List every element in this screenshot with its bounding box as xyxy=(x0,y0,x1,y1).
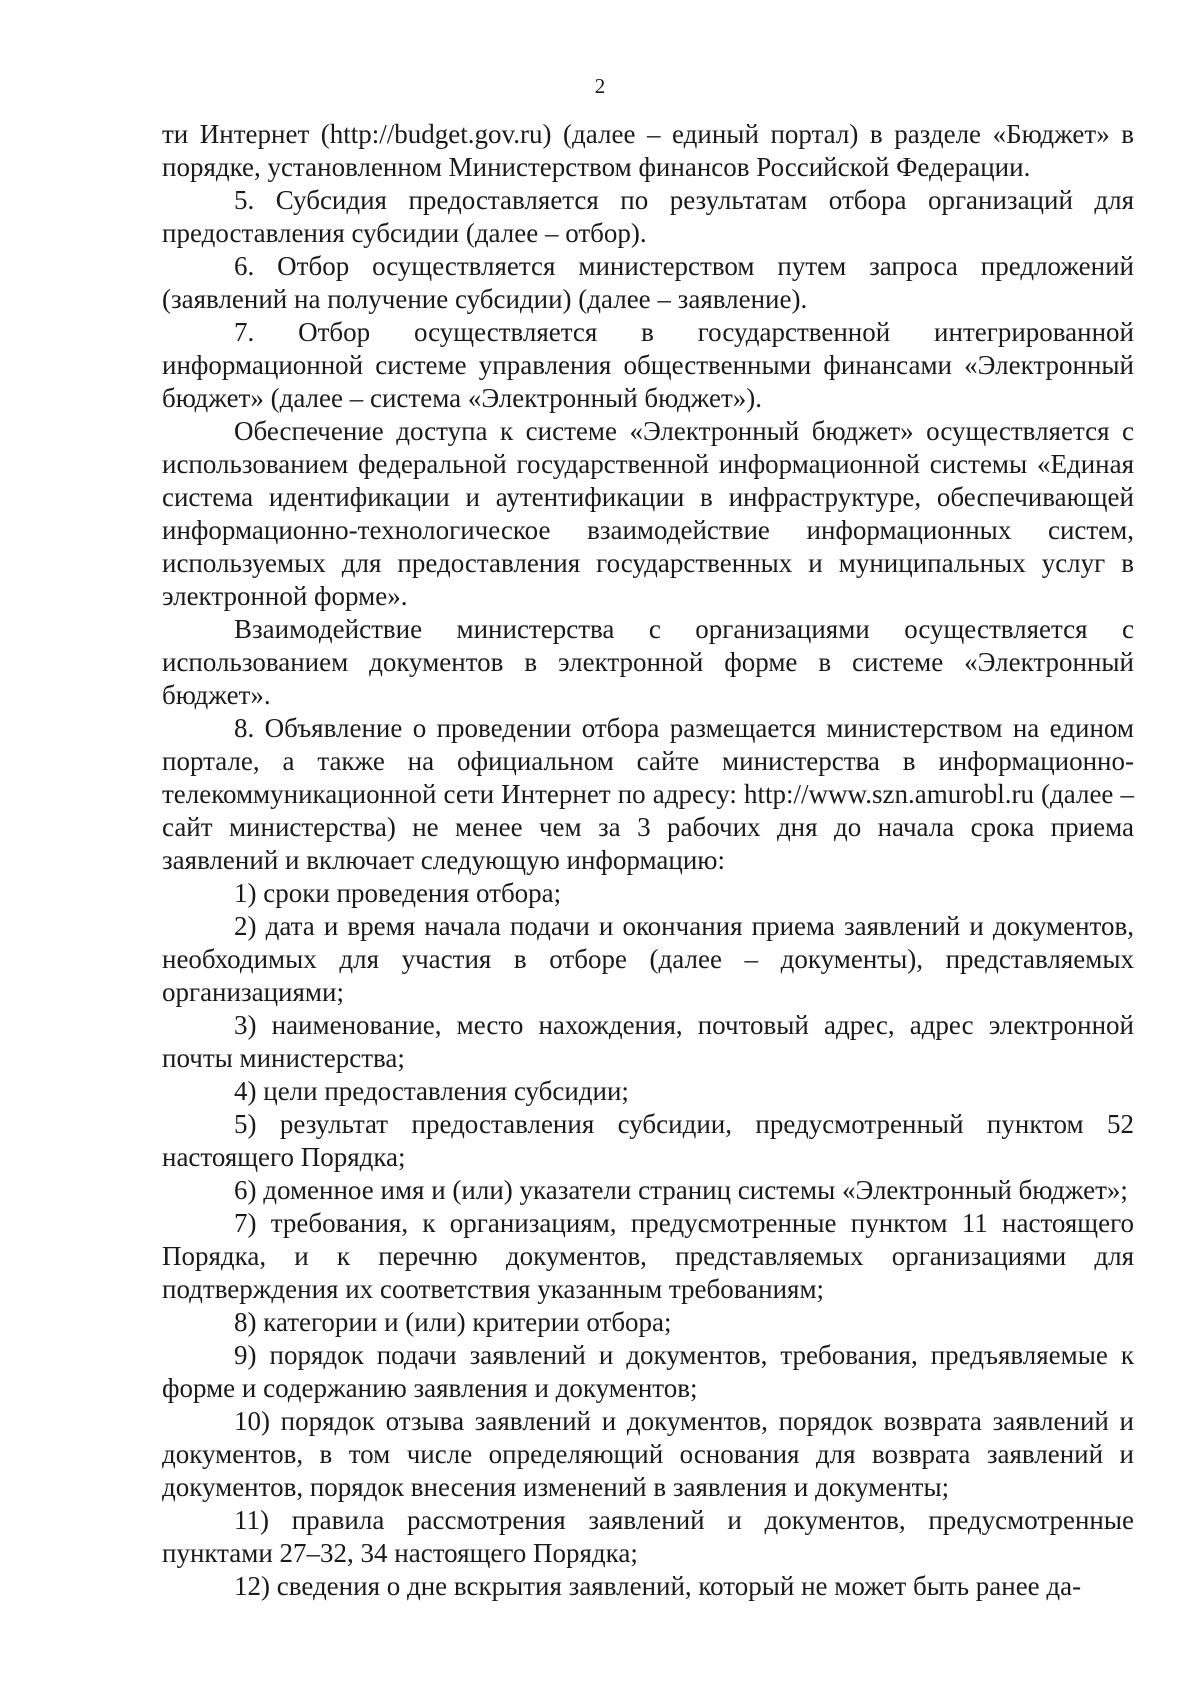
paragraph-item-5: 5. Субсидия предоставляется по результатам отбора организаций для предоставления субсидии (далее – отбор). xyxy=(162,185,1134,248)
paragraph-item-7: 7. Отбор осуществляется в государственной интегрированной информационной системе управления общественными финансами «Электронный бюджет» (далее – система «Электронный бюджет»). xyxy=(162,317,1134,413)
list-item-5: 5) результат предоставления субсидии, предусмотренный пунктом 52 настоящего Порядка; xyxy=(162,1109,1134,1172)
paragraph-access: Обеспечение доступа к системе «Электронный бюджет» осуществляется с использованием федеральной государственной информационной системы «Единая система идентификации и аутентификации в инфраструктуре, обеспечивающей информационно-технологическое взаимодействие информационных систем, используемых для предоставления государственных и муниципальных услуг в электронной форме». xyxy=(162,416,1134,611)
paragraph-item-6: 6. Отбор осуществляется министерством путем запроса предложений (заявлений на получение субсидии) (далее – заявление). xyxy=(162,251,1134,314)
list-item-8: 8) категории и (или) критерии отбора; xyxy=(234,1307,672,1337)
list-item-12: 12) сведения о дне вскрытия заявлений, который не может быть ранее да- xyxy=(234,1571,1082,1601)
paragraph-item-8: 8. Объявление о проведении отбора размещается министерством на едином портале, а также на официальном сайте министерства в информационно-телекоммуникационной сети Интернет по адресу: http://www.szn.amurobl.ru (далее – сайт министерства) не менее чем за 3 рабочих дня до начала срока приема заявлений и включает следующую информацию: xyxy=(162,713,1134,875)
list-item-2: 2) дата и время начала подачи и окончания приема заявлений и документов, необходимых для участия в отборе (далее – документы), представляемых организациями; xyxy=(162,911,1134,1007)
list-item-6: 6) доменное имя и (или) указатели страниц системы «Электронный бюджет»; xyxy=(234,1175,1128,1205)
list-item-1: 1) сроки проведения отбора; xyxy=(234,878,562,908)
list-item-3: 3) наименование, место нахождения, почтовый адрес, адрес электронной почты министерства; xyxy=(162,1010,1134,1073)
document-body xyxy=(162,118,1134,1603)
list-item-10: 10) порядок отзыва заявлений и документов, порядок возврата заявлений и документов, в том числе определяющий основания для возврата заявлений и документов, порядок внесения изменений в заявления и документы; xyxy=(162,1406,1134,1502)
page-number: 2 xyxy=(594,74,606,98)
list-item-7: 7) требования, к организациям, предусмотренные пунктом 11 настоящего Порядка, и к перечню документов, представляемых организациями для подтверждения их соответствия указанным требованиям; xyxy=(162,1208,1134,1304)
paragraph-interaction: Взаимодействие министерства с организациями осуществляется с использованием документов в электронной форме в системе «Электронный бюджет». xyxy=(162,614,1134,710)
list-item-4: 4) цели предоставления субсидии; xyxy=(234,1076,629,1106)
list-item-9: 9) порядок подачи заявлений и документов, требования, предъявляемые к форме и содержанию заявления и документов; xyxy=(162,1340,1134,1403)
paragraph-continuation: ти Интернет (http://budget.gov.ru) (далее – единый портал) в разделе «Бюджет» в порядке, установленном Министерством финансов Российской Федерации. xyxy=(162,119,1134,182)
list-item-11: 11) правила рассмотрения заявлений и документов, предусмотренные пунктами 27–32, 34 настоящего Порядка; xyxy=(162,1505,1134,1568)
